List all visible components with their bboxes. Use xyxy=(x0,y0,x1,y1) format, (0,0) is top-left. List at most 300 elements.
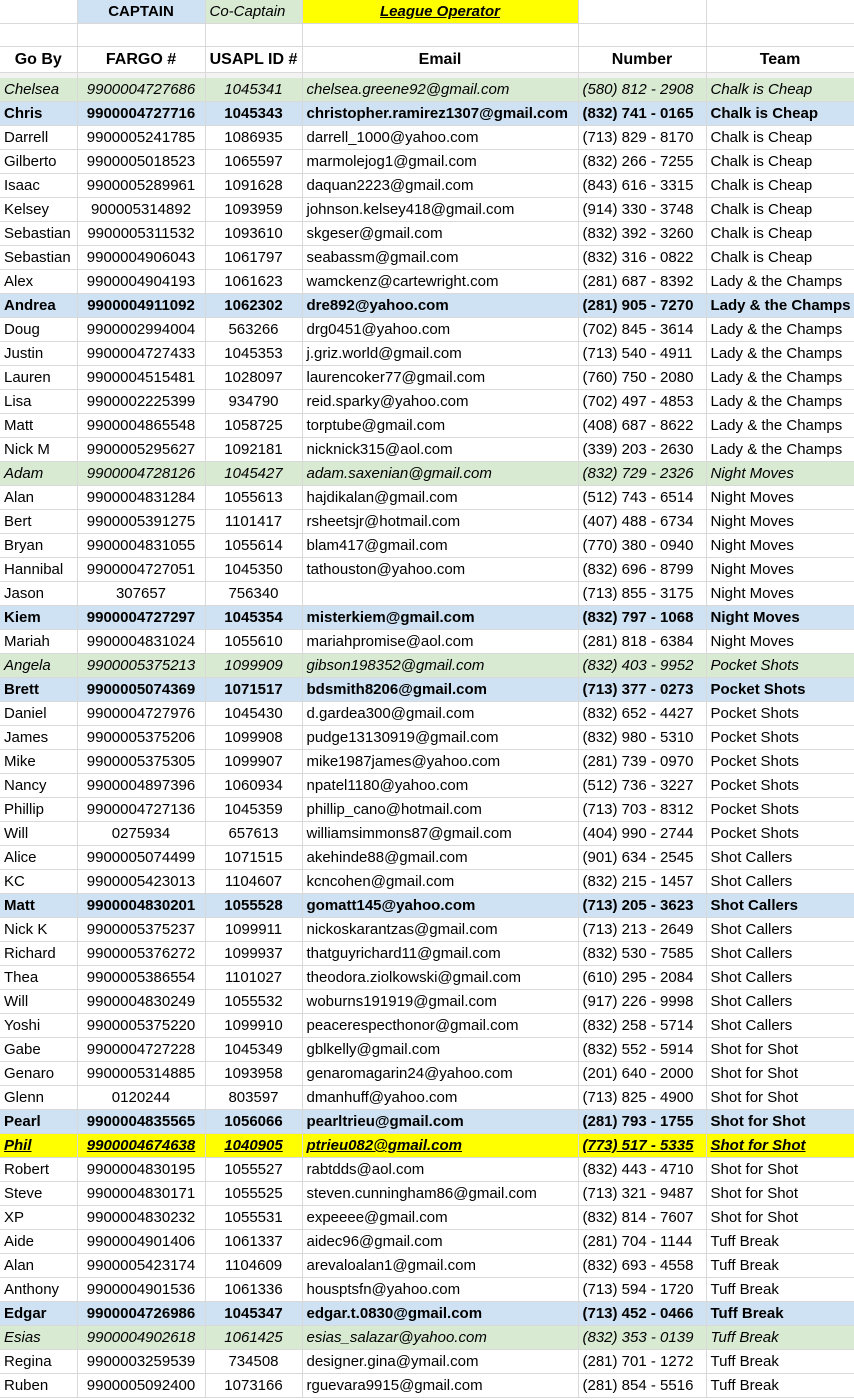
cell-number[interactable]: (832) 258 - 5714 xyxy=(578,1014,706,1038)
cell-email[interactable]: mariahpromise@aol.com xyxy=(302,630,578,654)
cell-fargo[interactable]: 9900004831055 xyxy=(77,534,205,558)
cell-go-by[interactable]: Jason xyxy=(0,582,77,606)
cell-usapl-id[interactable]: 1061336 xyxy=(205,1278,302,1302)
cell-number[interactable]: (512) 736 - 3227 xyxy=(578,774,706,798)
cell-fargo[interactable]: 9900005423013 xyxy=(77,870,205,894)
cell-number[interactable]: (832) 693 - 4558 xyxy=(578,1254,706,1278)
cell-go-by[interactable]: Mike xyxy=(0,750,77,774)
cell-fargo[interactable]: 9900004865548 xyxy=(77,414,205,438)
cell-usapl-id[interactable]: 1045343 xyxy=(205,102,302,126)
cell-number[interactable]: (832) 443 - 4710 xyxy=(578,1158,706,1182)
cell-team[interactable]: Tuff Break xyxy=(706,1374,854,1398)
cell-usapl-id[interactable]: 1062302 xyxy=(205,294,302,318)
cell-go-by[interactable]: Gabe xyxy=(0,1038,77,1062)
cell-go-by[interactable]: James xyxy=(0,726,77,750)
cell-go-by[interactable]: Matt xyxy=(0,894,77,918)
cell-number[interactable]: (832) 266 - 7255 xyxy=(578,150,706,174)
cell-number[interactable]: (702) 497 - 4853 xyxy=(578,390,706,414)
cell-number[interactable]: (832) 741 - 0165 xyxy=(578,102,706,126)
cell-team[interactable]: Pocket Shots xyxy=(706,822,854,846)
cell-go-by[interactable]: Thea xyxy=(0,966,77,990)
cell-fargo[interactable]: 9900002994004 xyxy=(77,318,205,342)
cell-go-by[interactable]: Adam xyxy=(0,462,77,486)
cell-team[interactable]: Shot Callers xyxy=(706,1014,854,1038)
cell-email[interactable]: wamckenz@cartewright.com xyxy=(302,270,578,294)
cell-usapl-id[interactable]: 934790 xyxy=(205,390,302,414)
cell-fargo[interactable]: 9900005423174 xyxy=(77,1254,205,1278)
cell-usapl-id[interactable]: 1045359 xyxy=(205,798,302,822)
cell-number[interactable]: (832) 392 - 3260 xyxy=(578,222,706,246)
cell-number[interactable]: (281) 818 - 6384 xyxy=(578,630,706,654)
cell-usapl-id[interactable]: 1055532 xyxy=(205,990,302,1014)
cell-go-by[interactable]: Alice xyxy=(0,846,77,870)
cell-team[interactable]: Night Moves xyxy=(706,606,854,630)
cell-team[interactable]: Pocket Shots xyxy=(706,702,854,726)
cell-go-by[interactable]: Lauren xyxy=(0,366,77,390)
cell-team[interactable]: Pocket Shots xyxy=(706,774,854,798)
cell-email[interactable]: aidec96@gmail.com xyxy=(302,1230,578,1254)
cell-go-by[interactable]: XP xyxy=(0,1206,77,1230)
cell-email[interactable]: drg0451@yahoo.com xyxy=(302,318,578,342)
cell-team[interactable]: Night Moves xyxy=(706,582,854,606)
legend-captain[interactable]: CAPTAIN xyxy=(77,0,205,24)
cell-team[interactable]: Night Moves xyxy=(706,462,854,486)
cell-usapl-id[interactable]: 1061337 xyxy=(205,1230,302,1254)
cell-go-by[interactable]: Phillip xyxy=(0,798,77,822)
cell-fargo[interactable]: 9900005376272 xyxy=(77,942,205,966)
cell-email[interactable]: theodora.ziolkowski@gmail.com xyxy=(302,966,578,990)
cell-go-by[interactable]: Lisa xyxy=(0,390,77,414)
cell-email[interactable]: housptsfn@yahoo.com xyxy=(302,1278,578,1302)
cell-fargo[interactable]: 9900004830201 xyxy=(77,894,205,918)
cell-email[interactable] xyxy=(302,582,578,606)
cell-number[interactable]: (201) 640 - 2000 xyxy=(578,1062,706,1086)
cell-email[interactable]: gomatt145@yahoo.com xyxy=(302,894,578,918)
cell-usapl-id[interactable]: 1056066 xyxy=(205,1110,302,1134)
cell-team[interactable]: Night Moves xyxy=(706,486,854,510)
cell-team[interactable]: Lady & the Champs xyxy=(706,294,854,318)
cell-email[interactable]: gibson198352@gmail.com xyxy=(302,654,578,678)
cell-number[interactable]: (832) 316 - 0822 xyxy=(578,246,706,270)
cell-usapl-id[interactable]: 1093958 xyxy=(205,1062,302,1086)
cell-team[interactable]: Lady & the Champs xyxy=(706,414,854,438)
header-fargo[interactable]: FARGO # xyxy=(77,47,205,73)
cell-email[interactable]: chelsea.greene92@gmail.com xyxy=(302,78,578,102)
cell-team[interactable]: Shot Callers xyxy=(706,846,854,870)
cell-email[interactable]: adam.saxenian@gmail.com xyxy=(302,462,578,486)
cell-fargo[interactable]: 9900004727976 xyxy=(77,702,205,726)
cell-team[interactable]: Pocket Shots xyxy=(706,654,854,678)
cell-go-by[interactable]: Aide xyxy=(0,1230,77,1254)
cell-email[interactable]: j.griz.world@gmail.com xyxy=(302,342,578,366)
cell-team[interactable]: Shot Callers xyxy=(706,918,854,942)
cell-team[interactable]: Shot for Shot xyxy=(706,1158,854,1182)
cell-number[interactable]: (832) 980 - 5310 xyxy=(578,726,706,750)
cell-team[interactable]: Shot Callers xyxy=(706,894,854,918)
cell-fargo[interactable]: 9900004902618 xyxy=(77,1326,205,1350)
cell-usapl-id[interactable]: 1045430 xyxy=(205,702,302,726)
cell-fargo[interactable]: 9900005289961 xyxy=(77,174,205,198)
cell-number[interactable]: (713) 594 - 1720 xyxy=(578,1278,706,1302)
cell-fargo[interactable]: 9900004830249 xyxy=(77,990,205,1014)
cell-email[interactable]: arevaloalan1@gmail.com xyxy=(302,1254,578,1278)
cell-email[interactable]: phillip_cano@hotmail.com xyxy=(302,798,578,822)
cell-fargo[interactable]: 9900004727686 xyxy=(77,78,205,102)
cell-email[interactable]: johnson.kelsey418@gmail.com xyxy=(302,198,578,222)
cell-number[interactable]: (404) 990 - 2744 xyxy=(578,822,706,846)
cell-usapl-id[interactable]: 1045353 xyxy=(205,342,302,366)
cell-team[interactable]: Pocket Shots xyxy=(706,678,854,702)
cell-go-by[interactable]: Will xyxy=(0,990,77,1014)
cell-go-by[interactable]: Gilberto xyxy=(0,150,77,174)
blank-cell[interactable] xyxy=(706,24,854,47)
cell-fargo[interactable]: 0275934 xyxy=(77,822,205,846)
cell-number[interactable]: (580) 812 - 2908 xyxy=(578,78,706,102)
cell-usapl-id[interactable]: 1040905 xyxy=(205,1134,302,1158)
cell-team[interactable]: Tuff Break xyxy=(706,1326,854,1350)
cell-team[interactable]: Shot for Shot xyxy=(706,1062,854,1086)
cell-email[interactable]: mike1987james@yahoo.com xyxy=(302,750,578,774)
cell-usapl-id[interactable]: 1045354 xyxy=(205,606,302,630)
cell-usapl-id[interactable]: 1055527 xyxy=(205,1158,302,1182)
cell-email[interactable]: steven.cunningham86@gmail.com xyxy=(302,1182,578,1206)
cell-usapl-id[interactable]: 1045341 xyxy=(205,78,302,102)
cell-go-by[interactable]: Esias xyxy=(0,1326,77,1350)
cell-number[interactable]: (512) 743 - 6514 xyxy=(578,486,706,510)
cell-usapl-id[interactable]: 1055528 xyxy=(205,894,302,918)
cell-team[interactable]: Tuff Break xyxy=(706,1278,854,1302)
cell-fargo[interactable]: 9900005241785 xyxy=(77,126,205,150)
cell-usapl-id[interactable]: 1099909 xyxy=(205,654,302,678)
cell-number[interactable]: (408) 687 - 8622 xyxy=(578,414,706,438)
cell-go-by[interactable]: Robert xyxy=(0,1158,77,1182)
cell-email[interactable]: gblkelly@gmail.com xyxy=(302,1038,578,1062)
cell-usapl-id[interactable]: 1093610 xyxy=(205,222,302,246)
cell-usapl-id[interactable]: 1099908 xyxy=(205,726,302,750)
cell-number[interactable]: (339) 203 - 2630 xyxy=(578,438,706,462)
cell-fargo[interactable]: 9900002225399 xyxy=(77,390,205,414)
cell-number[interactable]: (832) 696 - 8799 xyxy=(578,558,706,582)
cell-fargo[interactable]: 9900004897396 xyxy=(77,774,205,798)
cell-email[interactable]: hajdikalan@gmail.com xyxy=(302,486,578,510)
cell-email[interactable]: peacerespecthonor@gmail.com xyxy=(302,1014,578,1038)
cell-team[interactable]: Pocket Shots xyxy=(706,798,854,822)
cell-email[interactable]: reid.sparky@yahoo.com xyxy=(302,390,578,414)
cell-usapl-id[interactable]: 803597 xyxy=(205,1086,302,1110)
cell-team[interactable]: Chalk is Cheap xyxy=(706,126,854,150)
cell-email[interactable]: rguevara9915@gmail.com xyxy=(302,1374,578,1398)
legend-league-operator[interactable]: League Operator xyxy=(302,0,578,24)
cell-go-by[interactable]: Alex xyxy=(0,270,77,294)
cell-email[interactable]: daquan2223@gmail.com xyxy=(302,174,578,198)
cell-team[interactable]: Pocket Shots xyxy=(706,750,854,774)
cell-email[interactable]: misterkiem@gmail.com xyxy=(302,606,578,630)
cell-usapl-id[interactable]: 1086935 xyxy=(205,126,302,150)
cell-go-by[interactable]: Anthony xyxy=(0,1278,77,1302)
cell-number[interactable]: (832) 729 - 2326 xyxy=(578,462,706,486)
cell-team[interactable]: Lady & the Champs xyxy=(706,342,854,366)
cell-number[interactable]: (713) 205 - 3623 xyxy=(578,894,706,918)
cell-go-by[interactable]: Andrea xyxy=(0,294,77,318)
cell-go-by[interactable]: Pearl xyxy=(0,1110,77,1134)
cell-number[interactable]: (281) 701 - 1272 xyxy=(578,1350,706,1374)
cell-go-by[interactable]: Edgar xyxy=(0,1302,77,1326)
cell-email[interactable]: nicknick315@aol.com xyxy=(302,438,578,462)
cell-usapl-id[interactable]: 657613 xyxy=(205,822,302,846)
cell-team[interactable]: Lady & the Champs xyxy=(706,270,854,294)
cell-go-by[interactable]: Yoshi xyxy=(0,1014,77,1038)
cell-number[interactable]: (702) 845 - 3614 xyxy=(578,318,706,342)
cell-fargo[interactable]: 307657 xyxy=(77,582,205,606)
cell-fargo[interactable]: 9900004830195 xyxy=(77,1158,205,1182)
cell-fargo[interactable]: 9900004674638 xyxy=(77,1134,205,1158)
cell-number[interactable]: (773) 517 - 5335 xyxy=(578,1134,706,1158)
legend-blank-cell[interactable] xyxy=(578,0,706,24)
cell-number[interactable]: (760) 750 - 2080 xyxy=(578,366,706,390)
cell-go-by[interactable]: Bryan xyxy=(0,534,77,558)
cell-number[interactable]: (770) 380 - 0940 xyxy=(578,534,706,558)
cell-usapl-id[interactable]: 1091628 xyxy=(205,174,302,198)
cell-team[interactable]: Lady & the Champs xyxy=(706,318,854,342)
cell-team[interactable]: Tuff Break xyxy=(706,1350,854,1374)
cell-email[interactable]: pudge13130919@gmail.com xyxy=(302,726,578,750)
cell-fargo[interactable]: 9900005311532 xyxy=(77,222,205,246)
legend-blank-cell[interactable] xyxy=(0,0,77,24)
cell-team[interactable]: Shot Callers xyxy=(706,990,854,1014)
cell-fargo[interactable]: 9900005386554 xyxy=(77,966,205,990)
cell-email[interactable]: nickoskarantzas@gmail.com xyxy=(302,918,578,942)
cell-team[interactable]: Night Moves xyxy=(706,558,854,582)
cell-number[interactable]: (713) 540 - 4911 xyxy=(578,342,706,366)
cell-email[interactable]: rabtdds@aol.com xyxy=(302,1158,578,1182)
cell-fargo[interactable]: 9900004515481 xyxy=(77,366,205,390)
cell-email[interactable]: edgar.t.0830@gmail.com xyxy=(302,1302,578,1326)
cell-usapl-id[interactable]: 1061425 xyxy=(205,1326,302,1350)
cell-usapl-id[interactable]: 1101417 xyxy=(205,510,302,534)
cell-team[interactable]: Shot for Shot xyxy=(706,1086,854,1110)
cell-email[interactable]: woburns191919@gmail.com xyxy=(302,990,578,1014)
cell-number[interactable]: (713) 703 - 8312 xyxy=(578,798,706,822)
cell-fargo[interactable]: 9900005092400 xyxy=(77,1374,205,1398)
cell-fargo[interactable]: 9900004727716 xyxy=(77,102,205,126)
legend-co-captain[interactable]: Co-Captain xyxy=(205,0,302,24)
cell-team[interactable]: Tuff Break xyxy=(706,1302,854,1326)
cell-fargo[interactable]: 9900005375237 xyxy=(77,918,205,942)
cell-usapl-id[interactable]: 1055531 xyxy=(205,1206,302,1230)
cell-fargo[interactable]: 9900004906043 xyxy=(77,246,205,270)
cell-number[interactable]: (713) 855 - 3175 xyxy=(578,582,706,606)
cell-team[interactable]: Chalk is Cheap xyxy=(706,174,854,198)
cell-usapl-id[interactable]: 1045427 xyxy=(205,462,302,486)
cell-usapl-id[interactable]: 563266 xyxy=(205,318,302,342)
cell-team[interactable]: Shot for Shot xyxy=(706,1038,854,1062)
cell-number[interactable]: (901) 634 - 2545 xyxy=(578,846,706,870)
cell-email[interactable]: d.gardea300@gmail.com xyxy=(302,702,578,726)
cell-number[interactable]: (832) 797 - 1068 xyxy=(578,606,706,630)
cell-fargo[interactable]: 9900005295627 xyxy=(77,438,205,462)
cell-go-by[interactable]: Nick K xyxy=(0,918,77,942)
cell-number[interactable]: (713) 452 - 0466 xyxy=(578,1302,706,1326)
cell-number[interactable]: (713) 377 - 0273 xyxy=(578,678,706,702)
cell-email[interactable]: ptrieu082@gmail.com xyxy=(302,1134,578,1158)
cell-fargo[interactable]: 9900004727433 xyxy=(77,342,205,366)
cell-team[interactable]: Shot Callers xyxy=(706,942,854,966)
cell-fargo[interactable]: 9900005375213 xyxy=(77,654,205,678)
cell-email[interactable]: laurencoker77@gmail.com xyxy=(302,366,578,390)
cell-go-by[interactable]: Brett xyxy=(0,678,77,702)
blank-cell[interactable] xyxy=(205,24,302,47)
cell-usapl-id[interactable]: 1060934 xyxy=(205,774,302,798)
cell-email[interactable]: dmanhuff@yahoo.com xyxy=(302,1086,578,1110)
cell-team[interactable]: Shot for Shot xyxy=(706,1182,854,1206)
cell-email[interactable]: christopher.ramirez1307@gmail.com xyxy=(302,102,578,126)
cell-number[interactable]: (832) 814 - 7607 xyxy=(578,1206,706,1230)
cell-team[interactable]: Shot for Shot xyxy=(706,1110,854,1134)
cell-go-by[interactable]: Nancy xyxy=(0,774,77,798)
cell-fargo[interactable]: 9900004901536 xyxy=(77,1278,205,1302)
cell-usapl-id[interactable]: 1092181 xyxy=(205,438,302,462)
cell-go-by[interactable]: Sebastian xyxy=(0,222,77,246)
cell-fargo[interactable]: 9900005018523 xyxy=(77,150,205,174)
cell-email[interactable]: expeeee@gmail.com xyxy=(302,1206,578,1230)
cell-go-by[interactable]: Genaro xyxy=(0,1062,77,1086)
cell-fargo[interactable]: 9900004904193 xyxy=(77,270,205,294)
cell-usapl-id[interactable]: 1099910 xyxy=(205,1014,302,1038)
cell-email[interactable]: bdsmith8206@gmail.com xyxy=(302,678,578,702)
cell-email[interactable]: designer.gina@ymail.com xyxy=(302,1350,578,1374)
cell-usapl-id[interactable]: 1055610 xyxy=(205,630,302,654)
cell-fargo[interactable]: 9900005375206 xyxy=(77,726,205,750)
cell-email[interactable]: akehinde88@gmail.com xyxy=(302,846,578,870)
cell-number[interactable]: (281) 739 - 0970 xyxy=(578,750,706,774)
cell-team[interactable]: Chalk is Cheap xyxy=(706,246,854,270)
cell-number[interactable]: (832) 215 - 1457 xyxy=(578,870,706,894)
cell-usapl-id[interactable]: 1061797 xyxy=(205,246,302,270)
cell-email[interactable]: skgeser@gmail.com xyxy=(302,222,578,246)
cell-number[interactable]: (917) 226 - 9998 xyxy=(578,990,706,1014)
cell-go-by[interactable]: Justin xyxy=(0,342,77,366)
cell-usapl-id[interactable]: 1073166 xyxy=(205,1374,302,1398)
cell-usapl-id[interactable]: 1045347 xyxy=(205,1302,302,1326)
cell-go-by[interactable]: Kelsey xyxy=(0,198,77,222)
cell-go-by[interactable]: Bert xyxy=(0,510,77,534)
cell-team[interactable]: Tuff Break xyxy=(706,1254,854,1278)
cell-fargo[interactable]: 9900005375220 xyxy=(77,1014,205,1038)
cell-go-by[interactable]: Alan xyxy=(0,1254,77,1278)
cell-number[interactable]: (914) 330 - 3748 xyxy=(578,198,706,222)
cell-fargo[interactable]: 9900005314885 xyxy=(77,1062,205,1086)
cell-go-by[interactable]: Kiem xyxy=(0,606,77,630)
cell-number[interactable]: (832) 652 - 4427 xyxy=(578,702,706,726)
cell-go-by[interactable]: Hannibal xyxy=(0,558,77,582)
cell-number[interactable]: (713) 829 - 8170 xyxy=(578,126,706,150)
legend-blank-cell[interactable] xyxy=(706,0,854,24)
cell-email[interactable]: seabassm@gmail.com xyxy=(302,246,578,270)
cell-team[interactable]: Chalk is Cheap xyxy=(706,78,854,102)
cell-email[interactable]: pearltrieu@gmail.com xyxy=(302,1110,578,1134)
cell-team[interactable]: Tuff Break xyxy=(706,1230,854,1254)
cell-usapl-id[interactable]: 1055525 xyxy=(205,1182,302,1206)
cell-usapl-id[interactable]: 1045349 xyxy=(205,1038,302,1062)
cell-email[interactable]: npatel1180@yahoo.com xyxy=(302,774,578,798)
cell-go-by[interactable]: Sebastian xyxy=(0,246,77,270)
cell-fargo[interactable]: 9900003259539 xyxy=(77,1350,205,1374)
cell-email[interactable]: torptube@gmail.com xyxy=(302,414,578,438)
cell-go-by[interactable]: Isaac xyxy=(0,174,77,198)
cell-number[interactable]: (281) 793 - 1755 xyxy=(578,1110,706,1134)
cell-usapl-id[interactable]: 1093959 xyxy=(205,198,302,222)
cell-number[interactable]: (281) 687 - 8392 xyxy=(578,270,706,294)
header-team[interactable]: Team xyxy=(706,47,854,73)
cell-fargo[interactable]: 9900004911092 xyxy=(77,294,205,318)
cell-fargo[interactable]: 9900004830232 xyxy=(77,1206,205,1230)
cell-usapl-id[interactable]: 1071517 xyxy=(205,678,302,702)
cell-team[interactable]: Chalk is Cheap xyxy=(706,150,854,174)
cell-fargo[interactable]: 9900005074369 xyxy=(77,678,205,702)
cell-fargo[interactable]: 0120244 xyxy=(77,1086,205,1110)
cell-usapl-id[interactable]: 1101027 xyxy=(205,966,302,990)
cell-number[interactable]: (832) 552 - 5914 xyxy=(578,1038,706,1062)
cell-go-by[interactable]: Chelsea xyxy=(0,78,77,102)
cell-usapl-id[interactable]: 1061623 xyxy=(205,270,302,294)
header-email[interactable]: Email xyxy=(302,47,578,73)
cell-usapl-id[interactable]: 1099937 xyxy=(205,942,302,966)
cell-team[interactable]: Chalk is Cheap xyxy=(706,222,854,246)
cell-fargo[interactable]: 9900004727136 xyxy=(77,798,205,822)
cell-number[interactable]: (610) 295 - 2084 xyxy=(578,966,706,990)
cell-email[interactable]: darrell_1000@yahoo.com xyxy=(302,126,578,150)
cell-team[interactable]: Shot for Shot xyxy=(706,1206,854,1230)
cell-go-by[interactable]: Daniel xyxy=(0,702,77,726)
cell-usapl-id[interactable]: 1045350 xyxy=(205,558,302,582)
cell-team[interactable]: Lady & the Champs xyxy=(706,390,854,414)
cell-usapl-id[interactable]: 1099907 xyxy=(205,750,302,774)
cell-number[interactable]: (281) 704 - 1144 xyxy=(578,1230,706,1254)
cell-usapl-id[interactable]: 1055613 xyxy=(205,486,302,510)
cell-go-by[interactable]: Doug xyxy=(0,318,77,342)
cell-fargo[interactable]: 900005314892 xyxy=(77,198,205,222)
cell-number[interactable]: (713) 213 - 2649 xyxy=(578,918,706,942)
cell-team[interactable]: Shot Callers xyxy=(706,966,854,990)
cell-usapl-id[interactable]: 1028097 xyxy=(205,366,302,390)
cell-fargo[interactable]: 9900004726986 xyxy=(77,1302,205,1326)
cell-usapl-id[interactable]: 1099911 xyxy=(205,918,302,942)
blank-cell[interactable] xyxy=(578,24,706,47)
cell-fargo[interactable]: 9900004835565 xyxy=(77,1110,205,1134)
cell-team[interactable]: Shot for Shot xyxy=(706,1134,854,1158)
cell-go-by[interactable]: Will xyxy=(0,822,77,846)
cell-go-by[interactable]: Regina xyxy=(0,1350,77,1374)
cell-email[interactable]: thatguyrichard11@gmail.com xyxy=(302,942,578,966)
cell-team[interactable]: Shot Callers xyxy=(706,870,854,894)
cell-fargo[interactable]: 9900004727228 xyxy=(77,1038,205,1062)
header-usapl-id[interactable]: USAPL ID # xyxy=(205,47,302,73)
cell-fargo[interactable]: 9900004831284 xyxy=(77,486,205,510)
cell-team[interactable]: Pocket Shots xyxy=(706,726,854,750)
cell-email[interactable]: dre892@yahoo.com xyxy=(302,294,578,318)
cell-usapl-id[interactable]: 1065597 xyxy=(205,150,302,174)
cell-email[interactable]: kcncohen@gmail.com xyxy=(302,870,578,894)
cell-go-by[interactable]: Phil xyxy=(0,1134,77,1158)
cell-fargo[interactable]: 9900005074499 xyxy=(77,846,205,870)
cell-go-by[interactable]: Nick M xyxy=(0,438,77,462)
blank-cell[interactable] xyxy=(77,24,205,47)
cell-team[interactable]: Lady & the Champs xyxy=(706,366,854,390)
cell-usapl-id[interactable]: 756340 xyxy=(205,582,302,606)
cell-team[interactable]: Chalk is Cheap xyxy=(706,198,854,222)
cell-go-by[interactable]: Angela xyxy=(0,654,77,678)
cell-fargo[interactable]: 9900004727051 xyxy=(77,558,205,582)
